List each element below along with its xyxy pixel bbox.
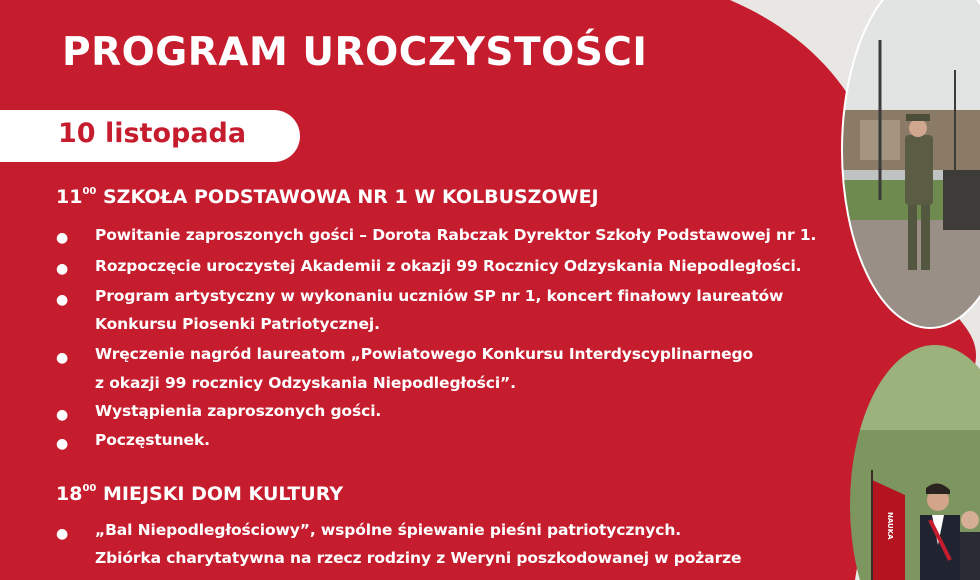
event-1-item-6: Poczęstunek. bbox=[95, 431, 210, 449]
event-1-item-1: Powitanie zaproszonych gości – Dorota Rabczak Dyrektor Szkoły Podstawowej nr 1. bbox=[95, 226, 817, 244]
bullet-1: ● bbox=[56, 230, 69, 246]
event-1-heading bbox=[56, 186, 599, 208]
event-2-hour: 18 bbox=[56, 483, 83, 505]
date-label: 10 listopada bbox=[58, 118, 247, 149]
event-1-minutes: 00 bbox=[82, 185, 97, 197]
bullet-5: ● bbox=[56, 407, 69, 423]
event-1-hour: 11 bbox=[56, 186, 83, 208]
event-2-item-1: „Bal Niepodległościowy”, wspólne śpiewanie pieśni patriotycznych. bbox=[95, 521, 682, 539]
flag-label: NAUKA bbox=[886, 512, 894, 540]
bullet-6: ● bbox=[56, 436, 69, 452]
event-2-minutes: 00 bbox=[82, 482, 97, 494]
event-1-place: SZKOŁA PODSTAWOWA NR 1 W KOLBUSZOWEJ bbox=[103, 186, 599, 208]
bullet-2: ● bbox=[56, 261, 69, 277]
event-1-item-5: Wystąpienia zaproszonych gości. bbox=[95, 402, 382, 420]
event-2-item-2: Zbiórka charytatywna na rzecz rodziny z Weryni poszkodowanej w pożarze bbox=[95, 549, 742, 567]
page-title: PROGRAM UROCZYSTOŚCI bbox=[62, 30, 648, 75]
event-2-place: MIEJSKI DOM KULTURY bbox=[103, 483, 344, 505]
bullet-7: ● bbox=[56, 526, 69, 542]
event-1-item-4b: z okazji 99 rocznicy Odzyskania Niepodległości”. bbox=[95, 374, 516, 392]
event-1-item-4a: Wręczenie nagród laureatom „Powiatowego Konkursu Interdyscyplinarnego bbox=[95, 345, 754, 363]
event-2-heading bbox=[56, 483, 343, 505]
event-1-item-2: Rozpoczęcie uroczystej Akademii z okazji 99 Rocznicy Odzyskania Niepodległości. bbox=[95, 257, 802, 275]
event-1-item-3a: Program artystyczny w wykonaniu uczniów SP nr 1, koncert finałowy laureatów bbox=[95, 287, 784, 305]
event-1-item-3b: Konkursu Piosenki Patriotycznej. bbox=[95, 315, 380, 333]
bullet-4: ● bbox=[56, 350, 69, 366]
bullet-3: ● bbox=[56, 292, 69, 308]
